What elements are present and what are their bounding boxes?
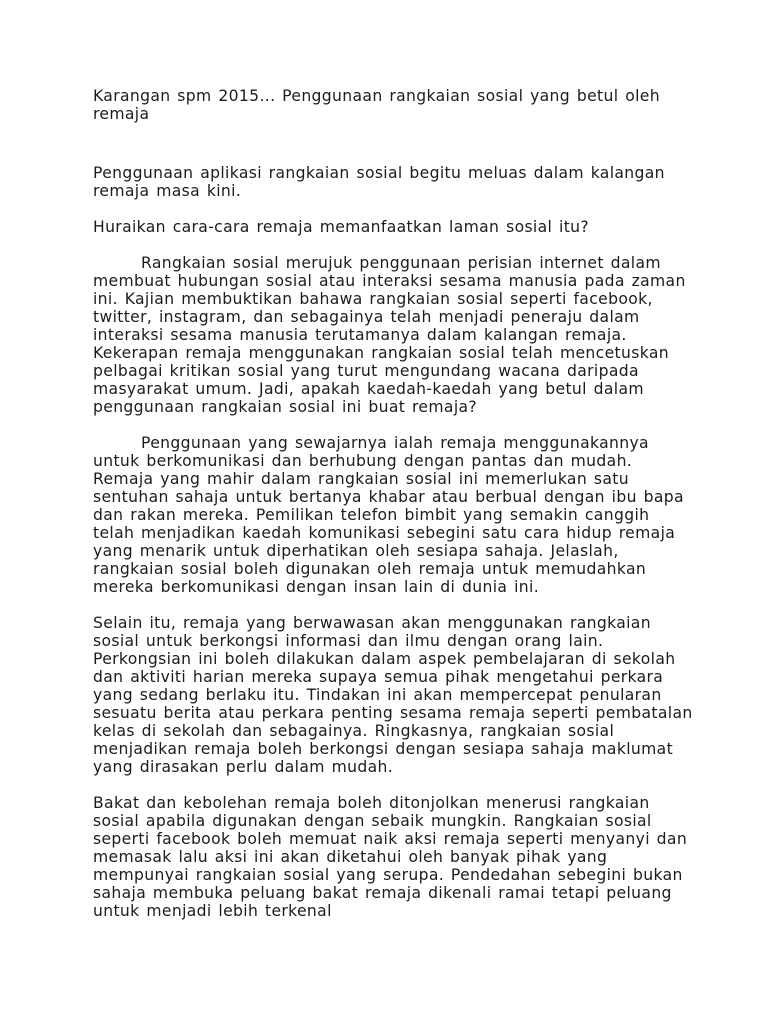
document-page [93,87,693,920]
paragraph-question: Huraikan cara-cara remaja memanfaatkan laman sosial itu? [93,218,590,236]
document-title: Karangan spm 2015... Penggunaan rangkaian sosial yang betul oleh remaja [93,87,660,123]
paragraph-point-communication: Penggunaan yang sewajarnya ialah remaja menggunakannya untuk berkomunikasi dan berhubung dengan pantas dan mudah. Remaja yang mahir dalam rangkaian sosial ini memerlukan satu sentuhan sahaja untuk bertanya khabar atau berbual dengan ibu bapa dan rakan mereka. Pemilikan telefon bimbit yang semakin canggih telah menjadikan kaedah komunikasi sebegini satu cara hidup remaja yang menarik untuk diperhatikan oleh sesiapa sahaja. Jelaslah, rangkaian sosial boleh digunakan oleh remaja untuk memudahkan mereka berkomunikasi dengan insan lain di dunia ini. [93,434,684,596]
paragraph-point-sharing: Selain itu, remaja yang berwawasan akan menggunakan rangkaian sosial untuk berkongsi informasi dan ilmu dengan orang lain. Perkongsian ini boleh dilakukan dalam aspek pembelajaran di sekolah dan aktiviti harian mereka supaya semua pihak mengetahui perkara yang sedang berlaku itu. Tindakan ini akan mempercepat penularan sesuatu berita atau perkara penting sesama remaja seperti pembatalan kelas di sekolah dan sebagainya. Ringkasnya, rangkaian sosial menjadikan remaja boleh berkongsi dengan sesiapa sahaja maklumat yang dirasakan perlu dalam mudah. [93,614,693,776]
paragraph-introduction: Rangkaian sosial merujuk penggunaan perisian internet dalam membuat hubungan sosial atau interaksi sesama manusia pada zaman ini. Kajian membuktikan bahawa rangkaian sosial seperti facebook, twitter, instagram, dan sebagainya telah menjadi peneraju dalam interaksi sesama manusia terutamanya dalam kalangan remaja. Kekerapan remaja menggunakan rangkaian sosial telah mencetuskan pelbagai kritikan sosial yang turut mengundang wacana daripada masyarakat umum. Jadi, apakah kaedah-kaedah yang betul dalam penggunaan rangkaian sosial ini buat remaja? [93,254,686,416]
paragraph-point-talent: Bakat dan kebolehan remaja boleh ditonjolkan menerusi rangkaian sosial apabila digunakan dengan sebaik mungkin. Rangkaian sosial seperti facebook boleh memuat naik aksi remaja seperti menyanyi dan memasak lalu aksi ini akan diketahui oleh banyak pihak yang mempunyai rangkaian sosial yang serupa. Pendedahan sebegini bukan sahaja membuka peluang bakat remaja dikenali ramai tetapi peluang untuk menjadi lebih terkenal [93,794,688,920]
paragraph-intro: Penggunaan aplikasi rangkaian sosial begitu meluas dalam kalangan remaja masa kini. [93,164,665,200]
